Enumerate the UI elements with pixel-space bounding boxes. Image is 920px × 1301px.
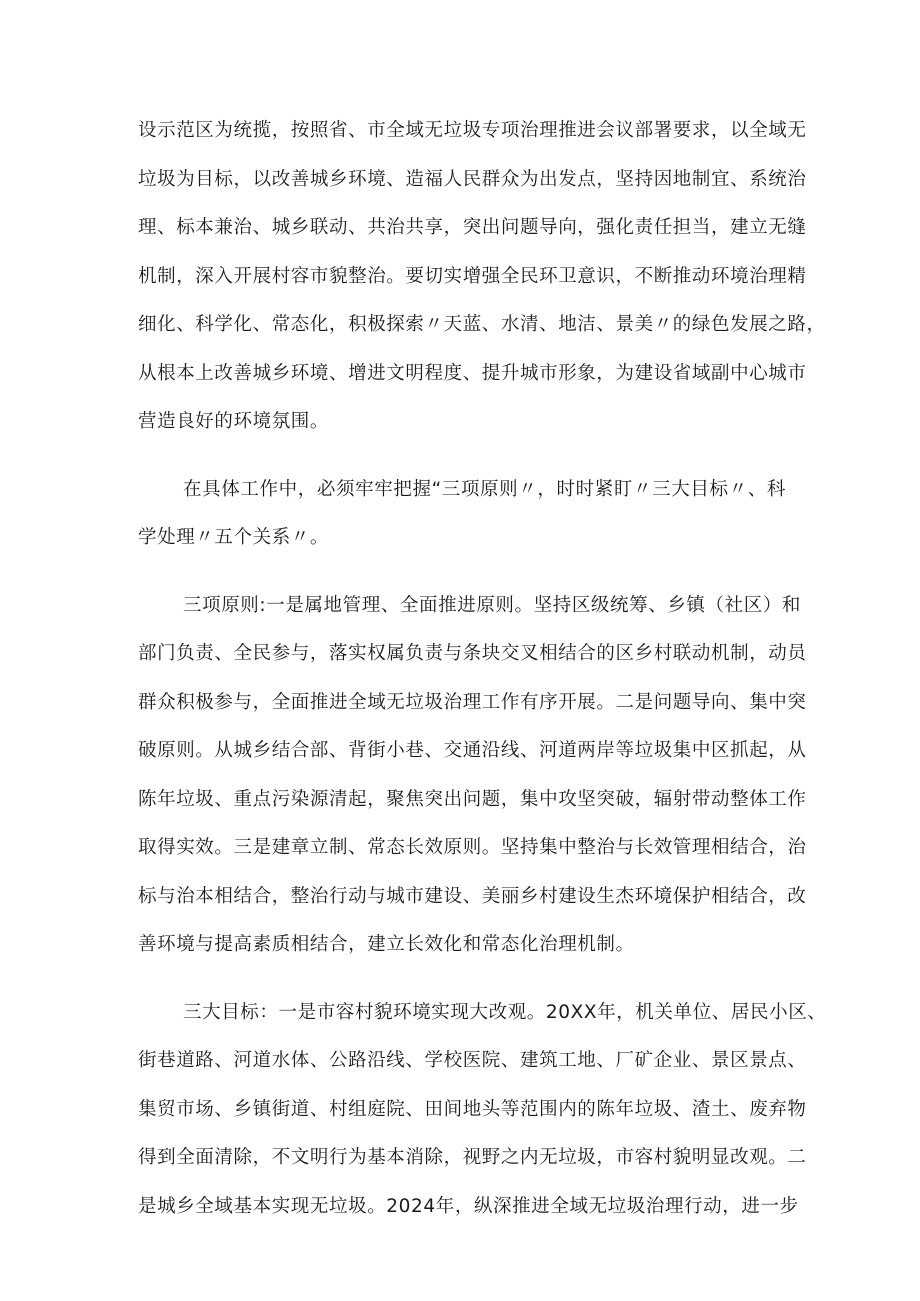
text-line: 善环境与提高素质相结合，建立长效化和常态化治理机制。	[138, 934, 635, 955]
paragraph-4	[138, 989, 827, 1232]
text-line: 破原则。从城乡结合部、背街小巷、交通沿线、河道两岸等垃圾集中区抓起，从	[138, 740, 807, 761]
text-line: 是城乡全域基本实现无垃圾。2024年，纵深推进全域无垃圾治理行动，进一步	[138, 1195, 799, 1217]
text-line: 垃圾为目标，以改善城乡环境、造福人民群众为出发点，坚持因地制宜、系统治	[138, 168, 807, 190]
paragraph-2	[138, 466, 786, 563]
text-line: 营造良好的环境氛围。	[138, 411, 330, 432]
paragraph-1	[138, 107, 826, 447]
text-line: 群众积极参与，全面推进全域无垃圾治理工作有序开展。二是问题导向、集中突	[138, 691, 807, 713]
text-line: 细化、科学化、常态化，积极探索〃天蓝、水清、地洁、景美〃的绿色发展之路，	[138, 314, 826, 335]
text-line: 陈年垃圾、重点污染源清起，聚焦突出问题，集中攻坚突破，辐射带动整体工作	[138, 788, 807, 810]
text-line: 理、标本兼治、城乡联动、共治共享，突出问题导向，强化责任担当，建立无缝	[138, 217, 807, 238]
document-body	[138, 107, 827, 1250]
paragraph-3	[138, 582, 807, 970]
text-line: 三大目标：一是市容村貌环境实现大改观。20XX年，机关单位、居民小区、	[183, 1001, 827, 1023]
text-line: 部门负责、全民参与，落实权属负责与条块交叉相结合的区乡村联动机制，动员	[138, 643, 807, 664]
text-line: 从根本上改善城乡环境、增进文明程度、提升城市形象，为建设省域副中心城市	[138, 362, 807, 384]
text-line: 机制，深入开展村容市貌整治。要切实增强全民环卫意识，不断推动环境治理精	[138, 265, 807, 287]
text-line: 在具体工作中，必须牢牢把握“三项原则〃，时时紧盯〃三大目标〃、科	[183, 478, 786, 500]
text-line: 设示范区为统揽，按照省、市全域无垃圾专项治理推进会议部署要求，以全域无	[138, 120, 807, 141]
text-line: 街巷道路、河道水体、公路沿线、学校医院、建筑工地、厂矿企业、景区景点、	[138, 1050, 807, 1071]
text-line: 学处理〃五个关系〃。	[138, 527, 330, 548]
text-line: 三项原则:一是属地管理、全面推进原则。坚持区级统筹、乡镇（社区）和	[183, 594, 802, 616]
text-line: 取得实效。三是建章立制、常态长效原则。坚持集中整治与长效管理相结合，治	[138, 837, 807, 858]
text-line: 标与治本相结合，整治行动与城市建设、美丽乡村建设生杰环境保护相结合，改	[138, 885, 807, 907]
text-line: 得到全面清除，不文明行为基本消除，视野之内无垃圾，市容村貌明显改观。二	[138, 1147, 807, 1168]
text-line: 集贸市场、乡镇街道、村组庭院、田间地头等范围内的陈年垃圾、渣土、废弃物	[138, 1098, 807, 1120]
